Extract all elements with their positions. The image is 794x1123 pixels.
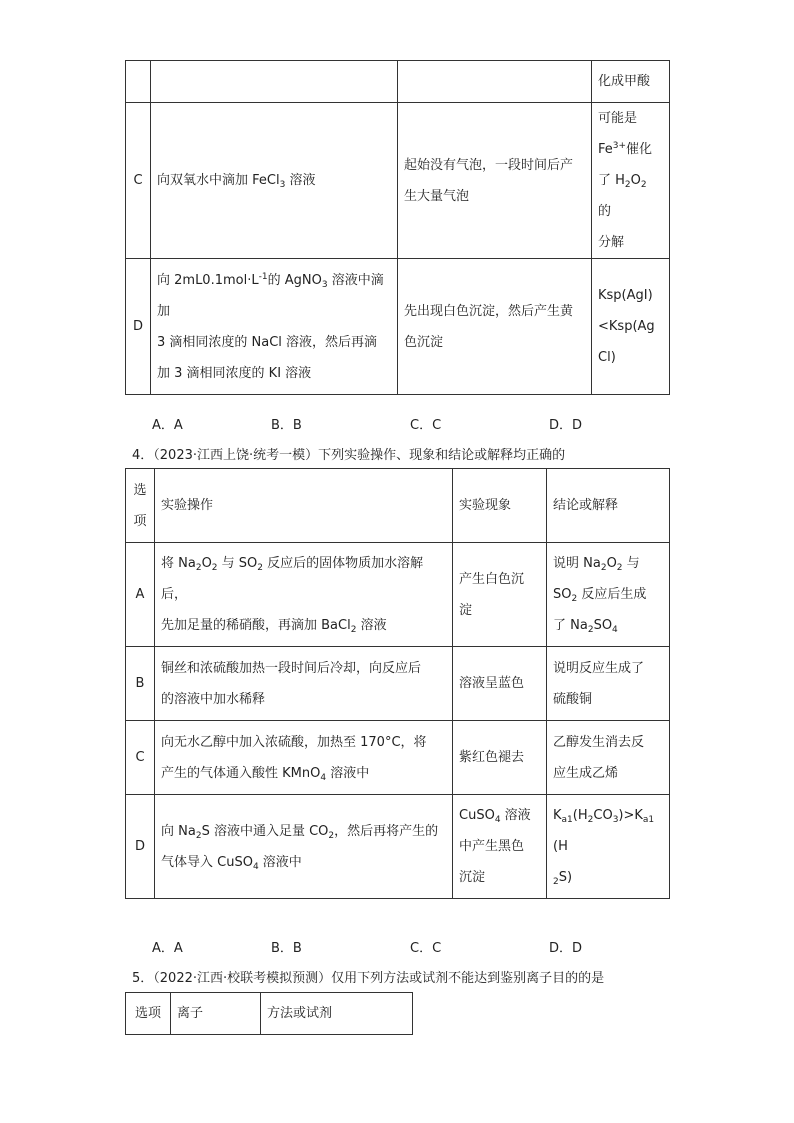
conclusion-cell: 化成甲酸 [592,61,670,103]
operation-cell: 向无水乙醇中加入浓硫酸，加热至 170°C，将 产生的气体通入酸性 KMnO$_4$ 溶液中 [155,721,453,795]
row-label: C [126,721,155,795]
row-label [126,61,151,103]
question-4-text: 4．（2023·江西上饶·统考一模）下列实验操作、现象和结论或解释均正确的 [132,448,566,463]
header-option: 选 项 [126,469,155,543]
option-c[interactable]: C．C [410,941,442,956]
question-5-text: 5．（2022·江西·校联考模拟预测）仅用下列方法或试剂不能达到鉴别离子目的的是 [132,971,605,986]
table-row [126,61,670,103]
table-row [126,543,670,647]
table-row [126,103,670,259]
header-option: 选项 [126,993,171,1035]
header-operation: 实验操作 [155,469,453,543]
option-a[interactable]: A．A [152,418,183,433]
operation-cell: 将 $Na_2O_2$ 与 $SO_2$ 反应后的固体物质加水溶解后， 先加足量的稀硝酸，再滴加 BaCl$_2$ 溶液 [155,543,453,647]
conclusion-cell: 说明 $Na_2O_2$ 与 $SO_2$ 反应后生成 了 $Na_2SO_4$ [547,543,670,647]
operation-cell: 向 $Na_2S$ 溶液中通入足量 $CO_2$，然后再将产生的 气体导入 CuSO$_4$ 溶液中 [155,795,453,899]
row-label: C [126,103,151,259]
header-conclusion: 结论或解释 [547,469,670,543]
option-d[interactable]: D．D [549,941,583,956]
phenomenon-cell [398,61,592,103]
phenomenon-cell: 溶液呈蓝色 [453,647,547,721]
conclusion-cell: $K_{a1}(H_2CO_3)>K_{a1}(H$ $_2$S) [547,795,670,899]
option-b[interactable]: B．B [271,418,302,433]
table-row [126,795,670,899]
phenomenon-cell: CuSO$_4$ 溶液 中产生黑色 沉淀 [453,795,547,899]
experiment-table-q4 [125,468,670,899]
row-label: D [126,259,151,395]
conclusion-cell: 乙醇发生消去反 应生成乙烯 [547,721,670,795]
row-label: B [126,647,155,721]
phenomenon-cell: 产生白色沉 淀 [453,543,547,647]
conclusion-cell: Ksp(AgI) <Ksp(Ag Cl) [592,259,670,395]
experiment-table-continued [125,60,670,395]
table-row [126,647,670,721]
option-d[interactable]: D．D [549,418,583,433]
operation-cell: 向双氧水中滴加 FeCl$_3$ 溶液 [151,103,398,259]
conclusion-cell: 说明反应生成了 硫酸铜 [547,647,670,721]
phenomenon-cell: 起始没有气泡，一段时间后产 生大量气泡 [398,103,592,259]
header-phenomenon: 实验现象 [453,469,547,543]
option-c[interactable]: C．C [410,418,442,433]
row-label: D [126,795,155,899]
table-row [126,259,670,395]
row-label: A [126,543,155,647]
operation-cell: 铜丝和浓硫酸加热一段时间后冷却，向反应后 的溶液中加水稀释 [155,647,453,721]
conclusion-cell: 可能是 $Fe^{3+}$催化 了 $H_2O_2$ 的 分解 [592,103,670,259]
phenomenon-cell: 紫红色褪去 [453,721,547,795]
header-ion: 离子 [171,993,261,1035]
table-header-row [126,469,670,543]
option-b[interactable]: B．B [271,941,302,956]
option-a[interactable]: A．A [152,941,183,956]
header-method: 方法或试剂 [261,993,413,1035]
ion-table-q5 [125,992,413,1035]
operation-cell [151,61,398,103]
table-row [126,721,670,795]
operation-cell: 向 $2mL0.1mol\cdot L^{-1}$的 AgNO$_3$ 溶液中滴加 3 滴相同浓度的 NaCl 溶液，然后再滴 加 3 滴相同浓度的 KI 溶液 [151,259,398,395]
phenomenon-cell: 先出现白色沉淀，然后产生黄 色沉淀 [398,259,592,395]
